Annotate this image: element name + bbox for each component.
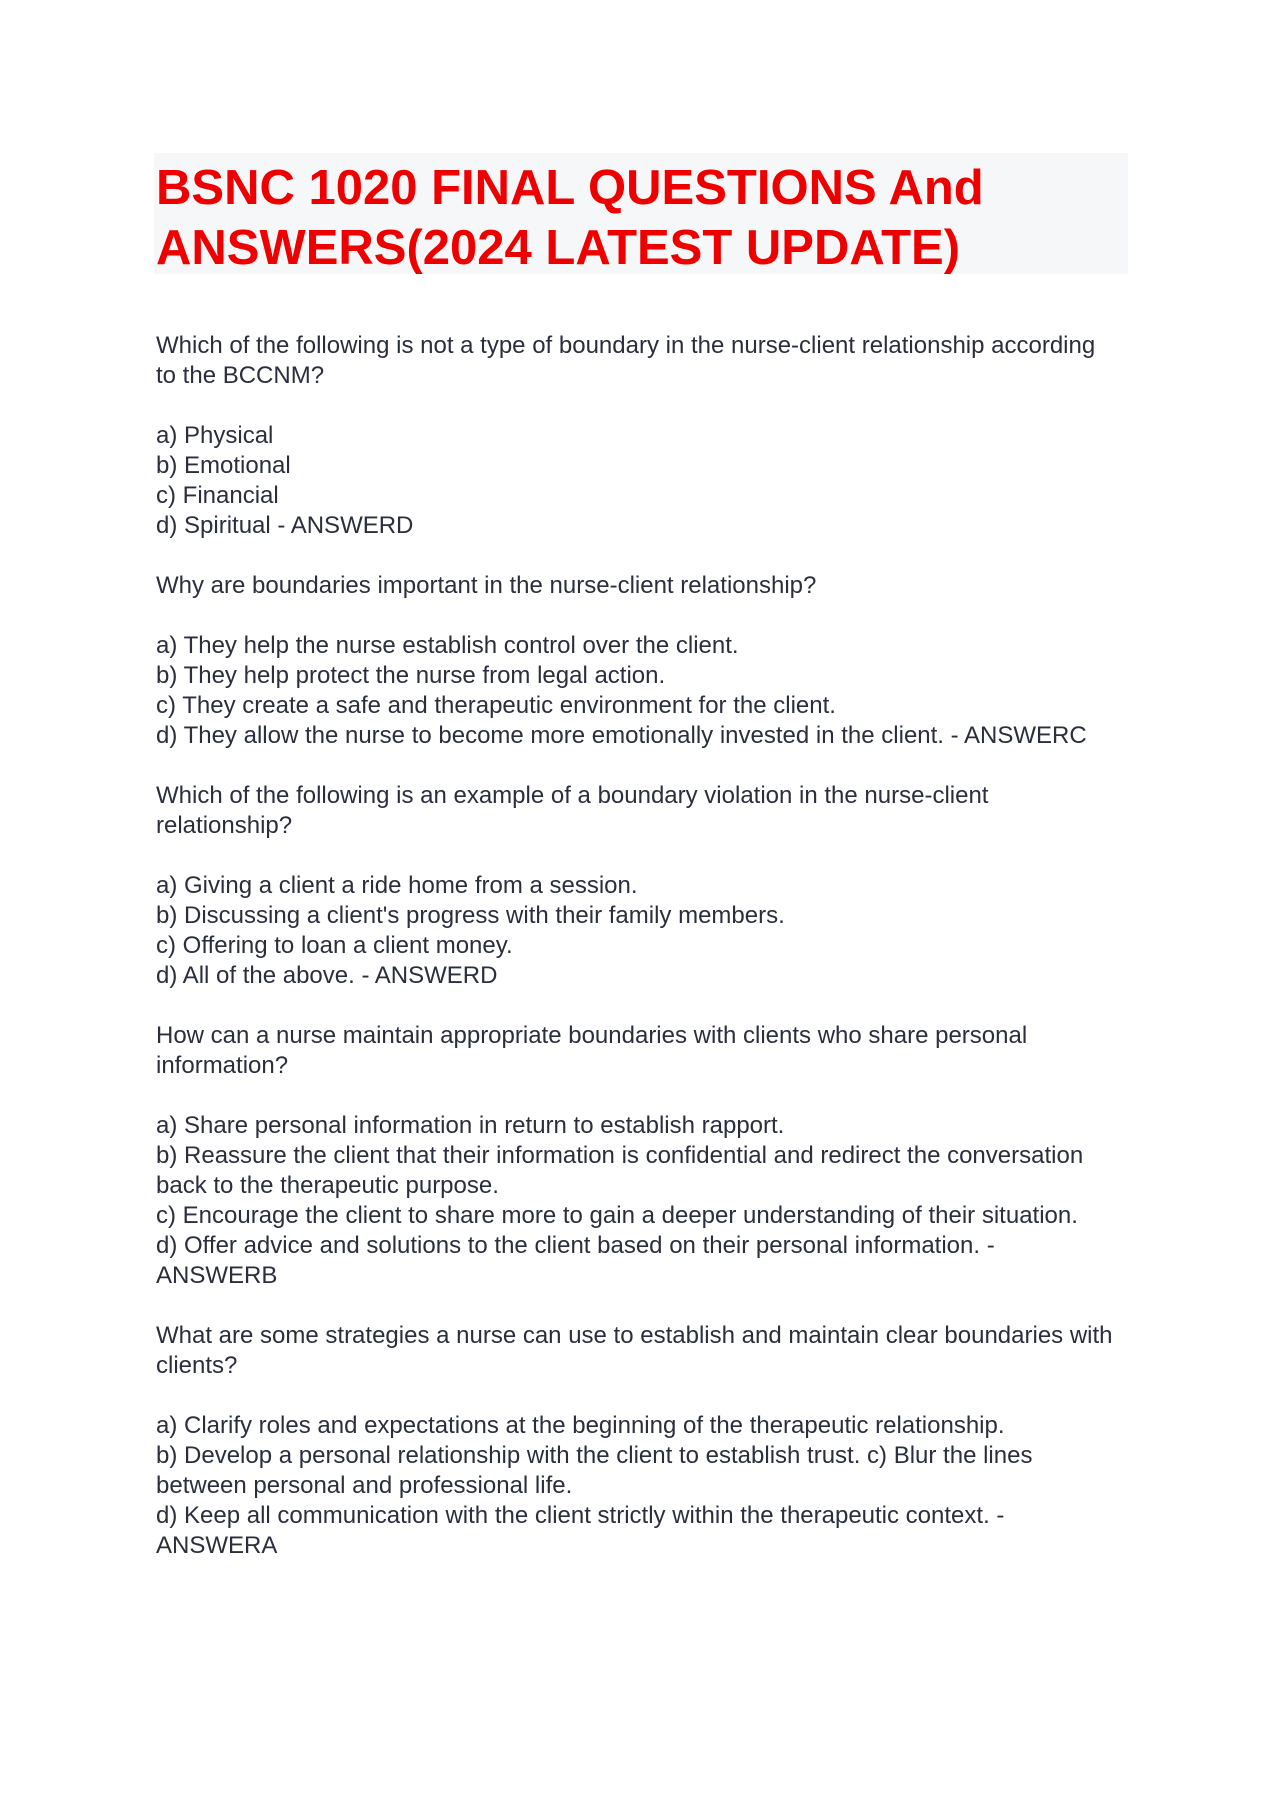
question-item	[156, 1321, 1116, 1561]
option-a: a) They help the nurse establish control over the client.	[156, 632, 739, 659]
option-c: c) They create a safe and therapeutic environment for the client.	[156, 692, 836, 719]
option-c: c) Encourage the client to share more to gain a deeper understanding of their situation.	[156, 1202, 1078, 1229]
option-d: d) Spiritual - ANSWERD	[156, 512, 414, 539]
option-d: d) They allow the nurse to become more emotionally invested in the client. - ANSWERC	[156, 722, 1087, 749]
option-d: d) Keep all communication with the client strictly within the therapeutic context. - ANSWERA	[156, 1502, 1005, 1559]
question-text: Why are boundaries important in the nurse-client relationship?	[156, 572, 817, 599]
option-a: a) Giving a client a ride home from a session.	[156, 872, 638, 899]
option-d: d) All of the above. - ANSWERD	[156, 962, 498, 989]
option-a: a) Share personal information in return to establish rapport.	[156, 1112, 785, 1139]
option-a: a) Physical	[156, 422, 274, 449]
option-c: c) Financial	[156, 482, 279, 509]
question-item	[156, 331, 1116, 541]
question-item	[156, 571, 1116, 751]
question-text: What are some strategies a nurse can use to establish and maintain clear boundaries with clients?	[156, 1322, 1113, 1379]
question-item	[156, 1021, 1116, 1291]
question-text: Which of the following is not a type of boundary in the nurse-client relationship according to the BCCNM?	[156, 332, 1096, 389]
option-c: c) Offering to loan a client money.	[156, 932, 513, 959]
option-b-c: b) Develop a personal relationship with the client to establish trust. c) Blur the lines between personal and professional life.	[156, 1442, 1033, 1499]
option-d: d) Offer advice and solutions to the client based on their personal information. - ANSWERB	[156, 1232, 995, 1289]
document-title-line-1: BSNC 1020 FINAL QUESTIONS And	[156, 161, 984, 215]
document-title	[154, 153, 1128, 278]
option-b: b) Reassure the client that their information is confidential and redirect the conversation back to the therapeutic purpose.	[156, 1142, 1084, 1199]
option-b: b) Emotional	[156, 452, 291, 479]
title-block	[154, 153, 1128, 274]
option-a: a) Clarify roles and expectations at the beginning of the therapeutic relationship.	[156, 1412, 1005, 1439]
document-title-line-2: ANSWERS(2024 LATEST UPDATE)	[156, 221, 961, 275]
option-b: b) They help protect the nurse from legal action.	[156, 662, 666, 689]
question-list	[156, 331, 1116, 1591]
option-b: b) Discussing a client's progress with their family members.	[156, 902, 785, 929]
question-text: Which of the following is an example of a boundary violation in the nurse-client relationship?	[156, 782, 989, 839]
question-item	[156, 781, 1116, 991]
question-text: How can a nurse maintain appropriate boundaries with clients who share personal information?	[156, 1022, 1028, 1079]
